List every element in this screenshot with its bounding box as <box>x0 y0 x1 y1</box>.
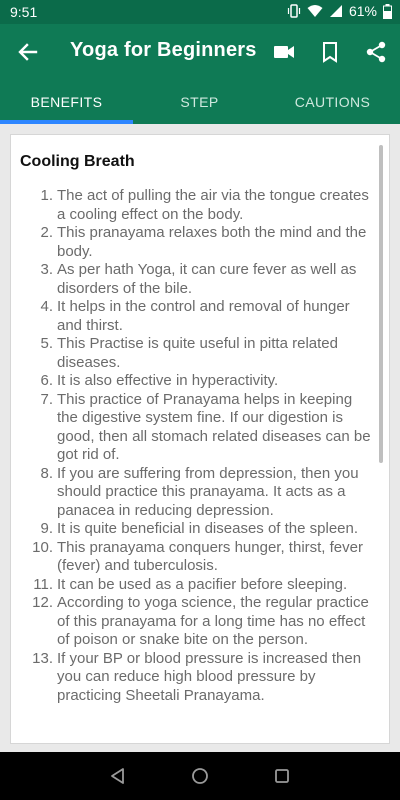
item-number: 7. <box>40 390 53 408</box>
item-text: The act of pulling the air via the tongue creates a cooling effect on the body. <box>57 187 369 223</box>
item-text: It helps in the control and removal of hunger and thirst. <box>57 298 350 334</box>
item-text: It is quite beneficial in diseases of the spleen. <box>57 520 359 537</box>
item-text: This pranayama relaxes both the mind and the body. <box>57 224 367 260</box>
scrollbar[interactable] <box>379 145 383 463</box>
tab-bar <box>0 80 400 124</box>
item-number: 10. <box>32 538 53 556</box>
page-title: Yoga for Beginners <box>70 39 257 61</box>
tab-indicator <box>0 120 133 124</box>
item-number: 3. <box>40 261 53 278</box>
home-circle-icon[interactable] <box>190 766 210 786</box>
item-number: 13. <box>32 649 53 667</box>
item-number: 4. <box>40 298 53 315</box>
app-bar <box>0 24 400 80</box>
battery-percent: 61% <box>348 3 377 19</box>
item-text: This pranayama conquers hunger, thirst, fever (fever) and tuberculosis. <box>57 538 363 574</box>
item-text: As per hath Yoga, it can cure fever as well as disorders of the bile. <box>57 261 357 297</box>
list-item <box>11 576 381 595</box>
item-number: 11. <box>33 575 53 593</box>
benefits-list <box>11 187 381 705</box>
battery-icon <box>383 4 392 19</box>
section-heading: Cooling Breath <box>20 153 135 170</box>
vibrate-icon <box>287 4 301 18</box>
item-number: 1. <box>40 187 53 204</box>
list-item <box>11 520 381 539</box>
wifi-icon <box>307 4 323 18</box>
back-arrow-icon[interactable] <box>14 38 42 66</box>
item-text: According to yoga science, the regular practice of this pranayama for a long time has no effect of poison or snake bite on the person. <box>57 594 369 648</box>
signal-icon <box>329 4 343 18</box>
bookmark-icon[interactable] <box>316 38 344 66</box>
item-text: If you are suffering from depression, then you should practice this pranayama. It acts as a panacea in reducing depression. <box>57 464 359 519</box>
item-number: 5. <box>40 335 53 352</box>
video-icon[interactable] <box>270 38 298 66</box>
list-item <box>11 594 381 650</box>
system-nav-bar <box>0 752 400 800</box>
item-number: 2. <box>40 224 53 241</box>
list-item <box>11 298 381 335</box>
item-number: 8. <box>40 464 53 482</box>
status-time: 9:51 <box>10 4 38 20</box>
list-item <box>11 224 381 261</box>
list-item <box>11 261 381 298</box>
content-card[interactable] <box>10 134 390 744</box>
list-item <box>11 650 381 706</box>
list-item <box>11 372 381 391</box>
item-number: 9. <box>40 520 53 537</box>
item-text: It can be used as a pacifier before sleeping. <box>57 575 348 593</box>
item-text: If your BP or blood pressure is increased then you can reduce high blood pressure by practicing Sheetali Pranayama. <box>57 649 362 704</box>
item-text: It is also effective in hyperactivity. <box>57 372 279 389</box>
item-text: This practice of Pranayama helps in keeping the digestive system fine. If our digestion is good, then all stomach related diseases can be got rid of. <box>57 390 371 463</box>
back-triangle-icon[interactable] <box>108 766 128 786</box>
list-item <box>11 539 381 576</box>
list-item <box>11 465 381 521</box>
recent-square-icon[interactable] <box>272 766 292 786</box>
list-item <box>11 335 381 372</box>
tab-benefits[interactable]: BENEFITS <box>30 94 103 110</box>
item-number: 12. <box>32 594 53 611</box>
item-number: 6. <box>40 372 53 389</box>
item-text: This Practise is quite useful in pitta related diseases. <box>57 335 338 371</box>
status-bar <box>0 0 400 24</box>
tab-cautions[interactable]: CAUTIONS <box>294 94 371 110</box>
share-icon[interactable] <box>362 38 390 66</box>
list-item <box>11 187 381 224</box>
list-item <box>11 391 381 465</box>
tab-step[interactable]: STEP <box>180 94 219 110</box>
